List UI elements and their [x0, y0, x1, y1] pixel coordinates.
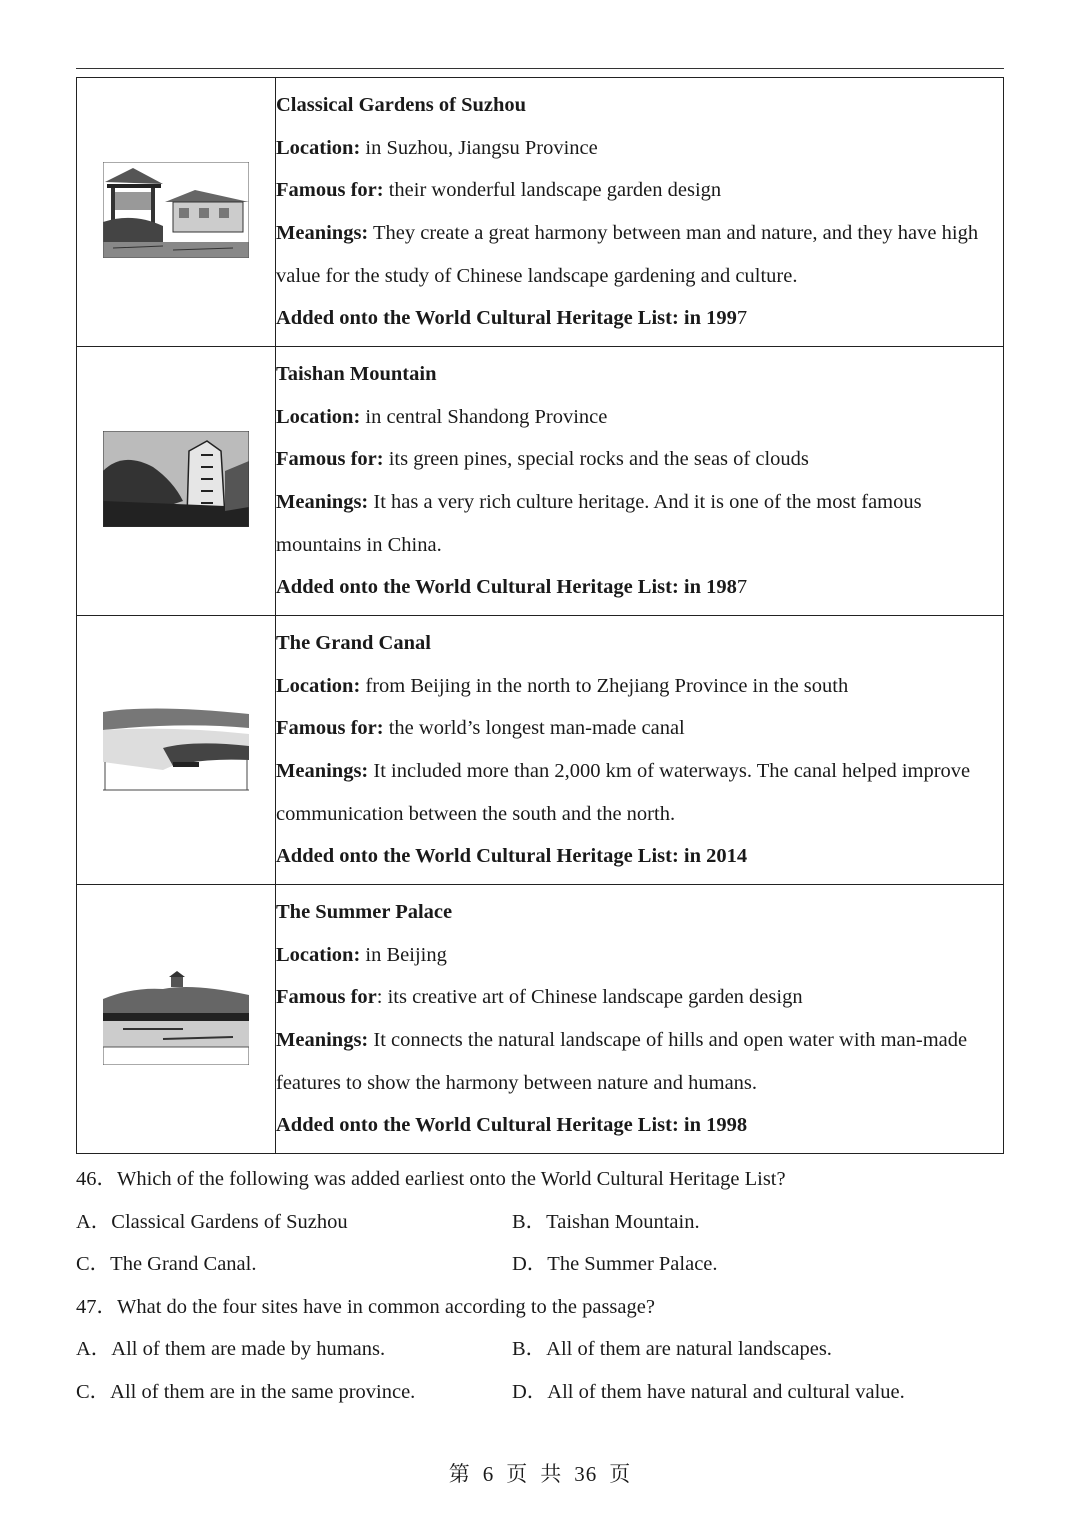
table-row	[77, 347, 1004, 616]
site-name: The Summer Palace	[276, 901, 453, 924]
table-row	[77, 78, 1004, 347]
canal-boat-image	[103, 700, 249, 796]
option-d[interactable]: D．The Summer Palace.	[512, 1253, 718, 1276]
site-info-cell	[276, 885, 1004, 1154]
footer-total-char: 页	[609, 1462, 632, 1486]
image-cell	[77, 347, 276, 616]
site-famous-for: Famous for: their wonderful landscape garden design	[276, 179, 722, 202]
site-added-year: Added onto the World Cultural Heritage List: in 1998	[276, 1114, 748, 1137]
footer-total-prefix: 共	[540, 1462, 563, 1486]
site-meanings: Meanings: It connects the natural landscape of hills and open water with man-made features to show the harmony between nature and humans.	[276, 1029, 968, 1094]
site-info-cell	[276, 78, 1004, 347]
site-famous-for: Famous for: the world’s longest man-made canal	[276, 717, 685, 740]
options-row	[76, 1371, 1004, 1414]
question-46	[76, 1158, 1004, 1201]
site-meanings: Meanings: It has a very rich culture heritage. And it is one of the most famous mountains in China.	[276, 491, 922, 556]
option-b[interactable]: B．Taishan Mountain.	[512, 1210, 700, 1233]
site-meanings: Meanings: They create a great harmony between man and nature, and they have high value for the study of Chinese landscape gardening and culture.	[276, 222, 979, 287]
page-number: 6	[482, 1462, 495, 1486]
option-c[interactable]: C．The Grand Canal.	[76, 1253, 257, 1276]
site-location: Location: from Beijing in the north to Zhejiang Province in the south	[276, 674, 849, 697]
question-text: Which of the following was added earliest onto the World Cultural Heritage List?	[117, 1168, 786, 1190]
question-number: 47．	[76, 1295, 117, 1318]
site-name: Classical Gardens of Suzhou	[276, 94, 527, 117]
site-location: Location: in Beijing	[276, 943, 447, 966]
question-number: 46．	[76, 1168, 117, 1190]
site-meanings: Meanings: It included more than 2,000 km of waterways. The canal helped improve communication between the south and the north.	[276, 760, 971, 825]
option-d[interactable]: D．All of them have natural and cultural value.	[512, 1380, 905, 1403]
table-row	[77, 885, 1004, 1154]
footer-page-char: 页	[506, 1462, 529, 1486]
top-rule	[76, 68, 1004, 69]
image-cell	[77, 616, 276, 885]
options-row	[76, 1201, 1004, 1244]
image-cell	[77, 78, 276, 347]
heritage-sites-table	[76, 77, 1004, 1154]
site-name: Taishan Mountain	[276, 363, 437, 386]
options-row	[76, 1243, 1004, 1286]
site-added-year: Added onto the World Cultural Heritage List: in 1987	[276, 576, 748, 599]
option-a[interactable]: A．Classical Gardens of Suzhou	[76, 1210, 348, 1233]
page-total: 36	[574, 1462, 598, 1486]
palace-lake-image	[103, 969, 249, 1065]
site-info-cell	[276, 616, 1004, 885]
mountain-stone-image	[103, 431, 249, 527]
site-info-cell	[276, 347, 1004, 616]
site-added-year: Added onto the World Cultural Heritage List: in 1997	[276, 307, 748, 330]
options-row	[76, 1328, 1004, 1371]
questions-section	[76, 1158, 1004, 1414]
site-name: The Grand Canal	[276, 632, 431, 655]
site-added-year: Added onto the World Cultural Heritage List: in 2014	[276, 845, 748, 868]
option-b[interactable]: B．All of them are natural landscapes.	[512, 1338, 832, 1361]
footer-prefix: 第	[448, 1462, 471, 1486]
option-c[interactable]: C．All of them are in the same province.	[76, 1380, 416, 1403]
site-location: Location: in Suzhou, Jiangsu Province	[276, 136, 598, 159]
site-famous-for: Famous for: its creative art of Chinese landscape garden design	[276, 986, 803, 1009]
image-cell	[77, 885, 276, 1154]
question-text: What do the four sites have in common according to the passage?	[117, 1295, 655, 1318]
table-row	[77, 616, 1004, 885]
site-famous-for: Famous for: its green pines, special rocks and the seas of clouds	[276, 448, 809, 471]
option-a[interactable]: A．All of them are made by humans.	[76, 1338, 386, 1361]
garden-pavilion-image	[103, 162, 249, 258]
question-47	[76, 1286, 1004, 1329]
site-location: Location: in central Shandong Province	[276, 405, 608, 428]
page-footer	[0, 1458, 1080, 1488]
